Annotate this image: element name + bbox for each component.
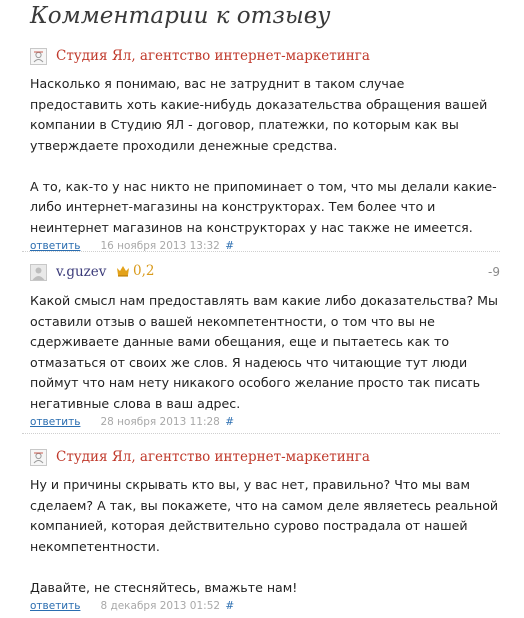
permalink-link[interactable]: #	[225, 240, 235, 252]
reply-link[interactable]: ответить	[30, 240, 81, 252]
comment	[30, 263, 500, 432]
comment-author-link[interactable]: Студия Ял, агентство интернет-маркетинга	[56, 48, 370, 64]
comment-author-link[interactable]: v.guzev	[56, 264, 107, 280]
comment-date: 16 ноября 2013 13:32	[100, 240, 220, 252]
studio-logo-icon[interactable]	[30, 48, 47, 65]
comment-divider	[22, 251, 500, 252]
comment-paragraph: Ну и причины скрывать кто вы, у вас нет, правильно? Что мы вам сделаем? А так, вы покажете, что на самом деле являетесь реальной компанией, которая действительно сурово пострадала от нашей некомпетентности.	[30, 477, 499, 554]
comment-footer	[30, 600, 500, 616]
comment-header	[30, 47, 500, 69]
comment-divider	[22, 433, 500, 434]
reply-link[interactable]: ответить	[30, 416, 81, 428]
comment-date: 28 ноября 2013 11:28	[100, 416, 220, 428]
comment	[30, 47, 500, 256]
permalink-link[interactable]: #	[225, 416, 235, 428]
comment-author-link[interactable]: Студия Ял, агентство интернет-маркетинга	[56, 449, 370, 465]
comment-paragraph: Давайте, не стесняйтесь, вмажьте нам!	[30, 579, 298, 595]
page-title: Комментарии к отзыву	[30, 3, 331, 29]
permalink-link[interactable]: #	[225, 600, 235, 612]
comment-body	[30, 291, 500, 414]
comment-paragraph: Какой смысл нам предоставлять вам какие либо доказательства? Мы оставили отзыв о вашей некомпетентности, о том что вы не сдерживаете данные вами обещания, еще и пытаетесь как то отмазаться от своих же слов. Я надеюсь что читающие тут люди поймут что нам нету никакого особого желание просто так писать негативные слова в ваш адрес.	[30, 293, 498, 411]
comment-footer	[30, 240, 500, 256]
comment-date: 8 декабря 2013 01:52	[100, 600, 221, 612]
rating-value: 0,2	[133, 263, 155, 279]
comment-footer	[30, 416, 500, 432]
comment-paragraph: А то, как-то у нас никто не припоминает о том, что мы делали какие-либо интернет-магазины на конструкторах. Тем более что и неинтернет магазинов на конструкторах у нас также не имеется.	[30, 178, 497, 235]
comment	[30, 448, 500, 616]
user-rating	[116, 263, 154, 281]
studio-logo-icon[interactable]	[30, 449, 47, 466]
reply-link[interactable]: ответить	[30, 600, 81, 612]
comment-paragraph: Насколько я понимаю, вас не затруднит в таком случае предоставить хоть какие-нибудь доказательства обращения вашей компании в Студию ЯЛ - договор, платежки, по которым как вы утверждаете проходили денежные средства.	[30, 76, 488, 153]
crown-icon	[116, 265, 130, 281]
comment-body	[30, 74, 500, 238]
comment-body	[30, 475, 500, 598]
comment-header	[30, 448, 500, 470]
user-silhouette-icon[interactable]	[30, 264, 47, 281]
comment-header	[30, 263, 500, 285]
comment-score: -9	[488, 265, 500, 279]
